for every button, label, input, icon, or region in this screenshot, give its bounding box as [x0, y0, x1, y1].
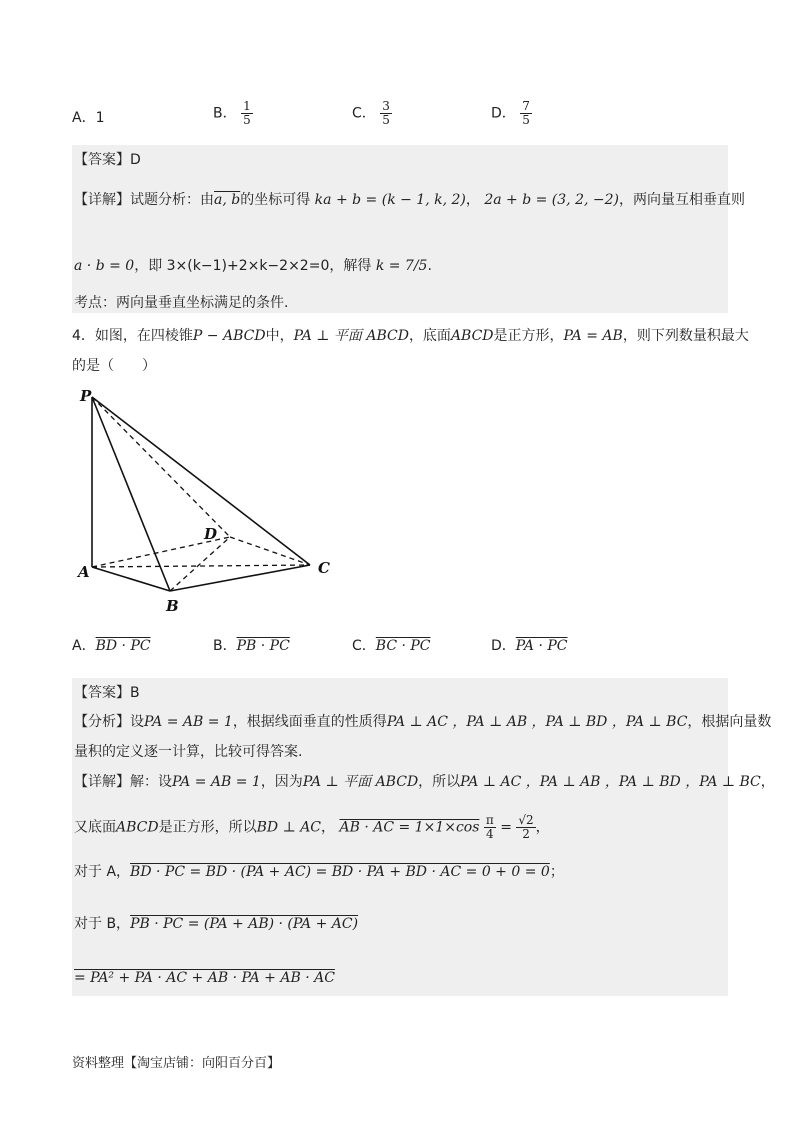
q3-option-a: A．1	[72, 110, 105, 126]
q4-detail-line1: 【详解】解：设PA = AB = 1，因为PA ⊥ 平面 ABCD，所以PA ⊥ AC ，PA ⊥ AB ，PA ⊥ BD ，PA ⊥ BC，	[74, 774, 775, 790]
q3-detail-line2: a · b = 0，即 3×(k−1)+2×k−2×2=0，解得 k = 7/5.	[74, 258, 432, 274]
vertex-d: D	[204, 525, 218, 543]
edge-ac	[92, 565, 310, 567]
footer-note: 资料整理【淘宝店铺：向阳百分百】	[72, 1056, 281, 1071]
edge-dc	[230, 537, 310, 565]
pyramid-diagram	[70, 385, 350, 620]
edge-ab	[92, 567, 170, 591]
q4-for-a: 对于 A，BD · PC = BD · (PA + AC) = BD · PA + BD · AC = 0 + 0 = 0；	[74, 864, 564, 880]
q4-analysis-line1: 【分析】设PA = AB = 1，根据线面垂直的性质得PA ⊥ AC ，PA ⊥ AB ，PA ⊥ BD ，PA ⊥ BC，根据向量数	[74, 714, 772, 730]
edge-pc	[92, 397, 310, 565]
q4-analysis-line2: 量积的定义逐一计算，比较可得答案.	[74, 744, 303, 760]
edge-bc	[170, 565, 310, 591]
vertex-p: P	[80, 387, 92, 405]
q4-for-b-line2: = PA² + PA · AC + AB · PA + AB · AC	[74, 970, 335, 986]
fraction: $\frac{1}{5}$	[243, 99, 251, 127]
q3-kaodian: 考点：两向量垂直坐标满足的条件.	[74, 295, 289, 311]
q4-detail-line2: 又底面ABCD是正方形，所以BD ⊥ AC， AB · AC = 1×1×cos $\frac{\pi}{4}$ = $\frac{√2}{2}$ ，	[74, 813, 550, 841]
edge-pd	[92, 397, 230, 537]
q4-option-b: B．PB · PC	[213, 638, 290, 654]
vertex-a: A	[78, 563, 90, 581]
q3-option-b: B． $\frac{1}{5}$	[213, 99, 251, 127]
q3-detail-line1: 【详解】试题分析：由a, b的坐标可得 ka + b = (k − 1, k, 2)， 2a + b = (3, 2, −2)，两向量互相垂直则	[74, 192, 745, 208]
q4-stem-line1: 4．如图，在四棱锥P − ABCD中，PA ⊥ 平面 ABCD，底面ABCD是正方形，PA = AB，则下列数量积最大	[72, 328, 749, 344]
q3-answer-box	[72, 145, 728, 313]
q3-option-d: D． $\frac{7}{5}$	[491, 99, 530, 127]
fraction: $\frac{7}{5}$	[522, 99, 530, 127]
q3-option-c: C． $\frac{3}{5}$	[352, 99, 390, 127]
fraction-root2-over-2: $\frac{√2}{2}$	[518, 813, 534, 841]
q4-option-d: D．PA · PC	[491, 638, 568, 654]
q4-for-b: 对于 B，PB · PC = (PA + AB) · (PA + AC)	[74, 916, 359, 932]
q4-option-c: C．BC · PC	[352, 638, 431, 654]
fraction: $\frac{3}{5}$	[382, 99, 390, 127]
q4-option-a: A．BD · PC	[72, 638, 151, 654]
vertex-b: B	[166, 597, 179, 615]
fraction-pi-over-4: $\frac{\pi}{4}$	[485, 813, 494, 841]
q4-answer: 【答案】B	[74, 685, 140, 701]
edge-bd	[170, 537, 230, 591]
q4-stem-line2: 的是（ ）	[72, 358, 156, 374]
vertex-c: C	[318, 559, 330, 577]
q3-answer: 【答案】D	[74, 152, 141, 168]
